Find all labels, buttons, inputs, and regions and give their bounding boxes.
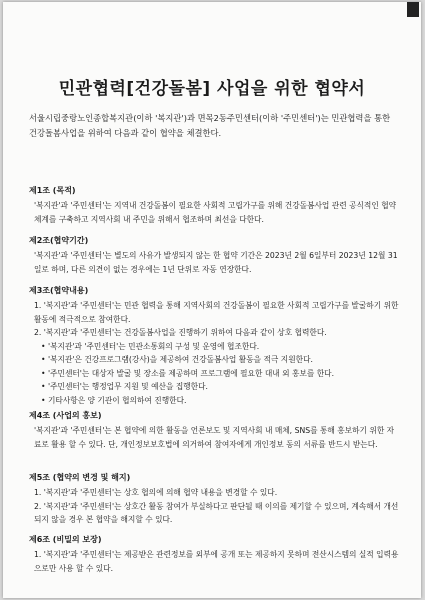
document-page [3, 2, 421, 598]
article-1-title: 제1조 (목적) [29, 186, 76, 195]
article-2 [29, 235, 401, 276]
article-5-title: 제5조 (협약의 변경 및 해지) [29, 473, 131, 482]
article-6-item-1: 1. '복지관'과 '주민센터'는 제공받은 관련정보를 외부에 공개 또는 제공하지 못하며 전산시스템의 실적 입력용으로만 사용 할 수 있다. [34, 550, 399, 573]
article-3-bullet-3: • '주민센터'는 대상자 발굴 및 장소를 제공하며 프로그램에 필요한 대내 외 홍보를 한다. [29, 367, 401, 381]
article-3-item-1: 1. '복지관'과 '주민센터'는 민관 협력을 통해 지역사회의 건강돌봄이 필요한 사회적 고립가구를 발굴하기 위한 활동에 적극적으로 참여한다. [34, 301, 399, 324]
article-5 [29, 472, 401, 527]
article-5-item-2: 2. '복지관'과 '주민센터'는 상호간 활동 참여가 부실하다고 판단될 때 이의를 제기할 수 있으며, 계속해서 개선되지 않을 경우 본 협약을 해지할 수 있다. [34, 501, 399, 524]
article-4-body: '복지관'과 '주민센터'는 본 협약에 의한 활동을 언론보도 및 지역사회 내 매체, SNS를 통해 홍보하기 위한 자료로 활용 할 수 있다. 단, 개인정보보호법에 의거하여 참여자에게 개인정보 동의 서류를 반드시 받는다. [34, 426, 395, 449]
article-3 [29, 285, 401, 407]
intro-paragraph: 서울시립중랑노인종합복지관(이하 '복지관')과 면목2동주민센터(이하 '주민센터')는 민관협력을 통한 건강돌봄사업을 위하여 다음과 같이 협약을 체결한다. [29, 113, 391, 138]
article-4 [29, 410, 401, 451]
article-1 [29, 185, 401, 226]
article-6-title: 제6조 (비밀의 보장) [29, 535, 102, 544]
article-6 [29, 534, 401, 575]
article-2-body: '복지관'과 '주민센터'는 별도의 사유가 발생되지 않는 한 협약 기간은 2023년 2월 6일부터 2023년 12월 31일로 하며, 다른 의견이 없는 경우에는 1년 단위로 자동 연장한다. [34, 251, 398, 274]
article-1-body: '복지관'과 '주민센터'는 지역내 건강돌봄이 필요한 사회적 고립가구를 위해 건강돌봄사업 관련 공식적인 협약체계를 구축하고 지역사회 내 주민을 위해서 협조하며 최선을 다한다. [34, 201, 397, 224]
article-3-item-2: 2. '복지관'과 '주민센터'는 건강돌봄사업을 진행하기 위하여 다음과 같이 상호 협력한다. [34, 328, 327, 337]
scan-corner-mark [407, 2, 419, 17]
article-3-bullet-1: • '복지관'과 '주민센터'는 민관소통회의 구성 및 운영에 협조한다. [29, 340, 401, 354]
article-3-bullet-5: • 기타사항은 양 기관이 협의하여 진행한다. [29, 394, 401, 408]
article-4-title: 제4조 (사업의 홍보) [29, 411, 102, 420]
article-2-title: 제2조(협약기간) [29, 236, 89, 245]
article-3-title: 제3조(협약내용) [29, 286, 89, 295]
article-3-bullet-2: • '복지관'은 건강프로그램(강사)을 제공하여 건강돌봄사업 활동을 적극 지원한다. [29, 353, 401, 367]
document-title: 민관협력[건강돌봄] 사업을 위한 협약서 [58, 79, 366, 99]
article-3-bullet-4: • '주민센터'는 행정업무 지원 및 예산을 집행한다. [29, 380, 401, 394]
article-5-item-1: 1. '복지관'과 '주민센터'는 상호 협의에 의해 협약 내용을 변경할 수 있다. [34, 488, 278, 497]
